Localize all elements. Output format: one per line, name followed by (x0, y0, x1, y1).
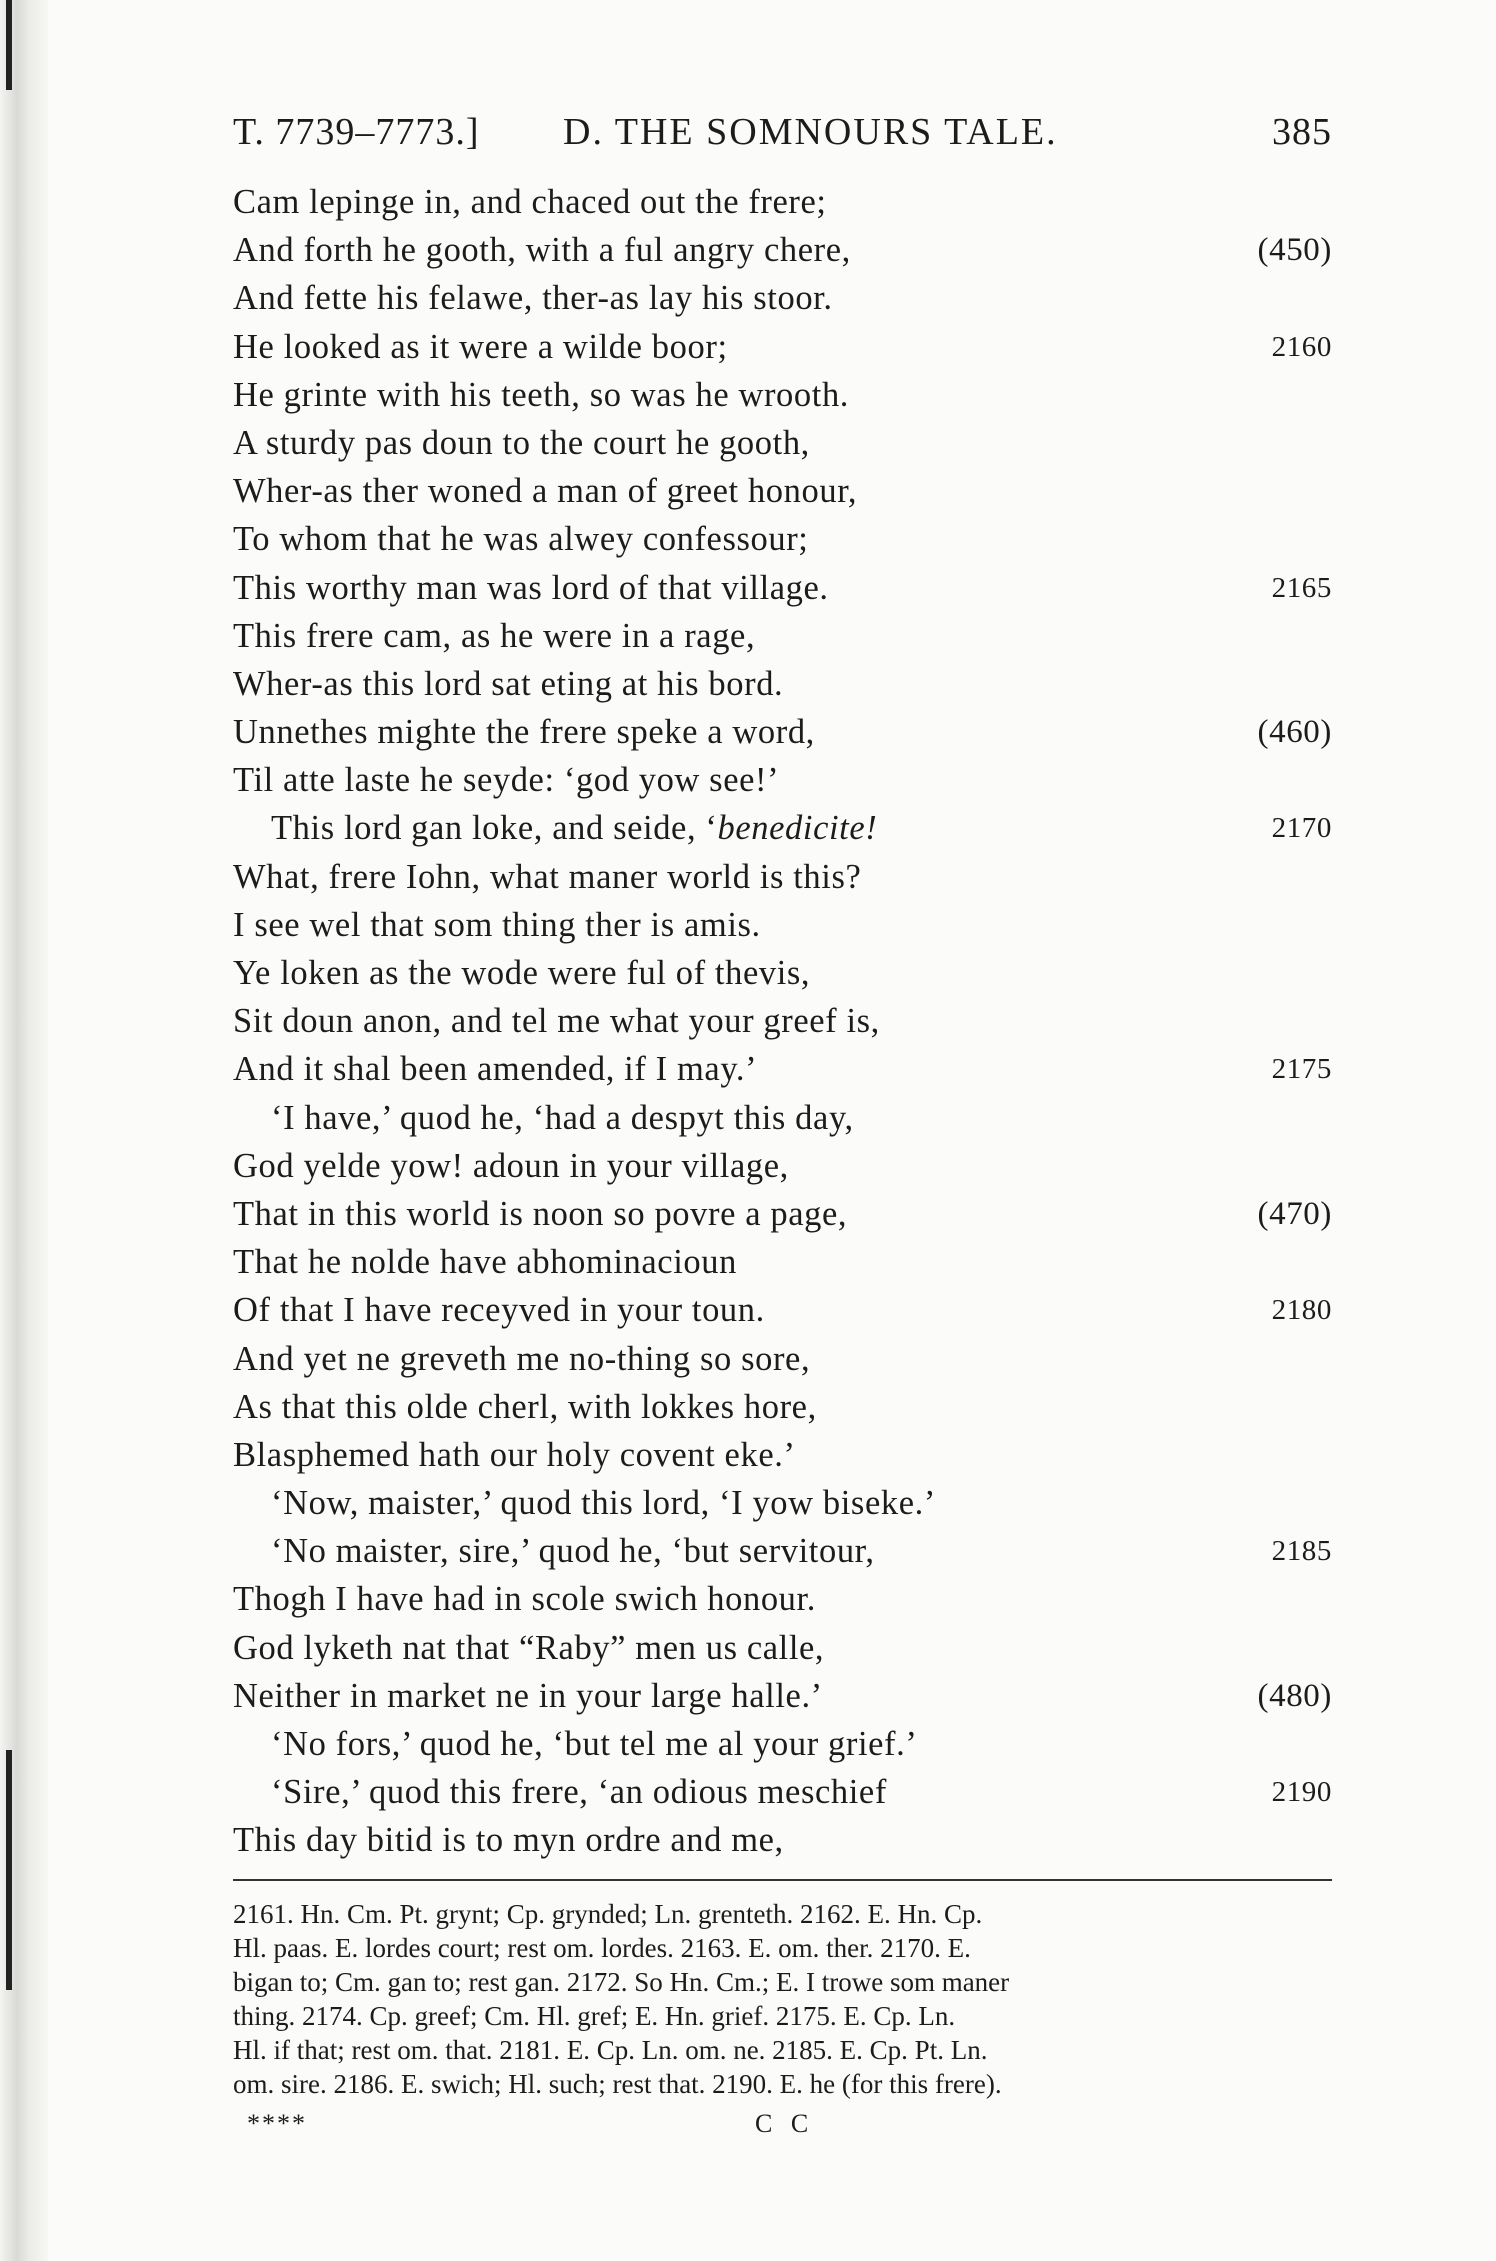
verse-line (233, 1335, 1332, 1383)
verse-line (233, 1190, 1332, 1238)
footnote-line: Hl. if that; rest om. that. 2181. E. Cp. Ln. om. ne. 2185. E. Cp. Pt. Ln. (233, 2034, 988, 2065)
line-number: 2175 (1271, 1053, 1332, 1086)
line-number: (470) (1257, 1195, 1332, 1232)
verse-line (233, 323, 1332, 371)
verse-text: Ye loken as the wode were ful of thevis, (233, 954, 811, 992)
verse-line (233, 660, 1332, 708)
verse-line (233, 371, 1332, 419)
italic-word: benedicite! (717, 809, 878, 848)
verse-line (233, 1286, 1332, 1334)
line-number: 2170 (1271, 812, 1332, 845)
verse-text: God lyketh nat that “Raby” men us calle, (233, 1628, 825, 1667)
line-number: (460) (1257, 714, 1332, 751)
footnote-line: om. sire. 2186. E. swich; Hl. such; rest that. 2190. E. he (for this frere). (233, 2068, 1002, 2099)
verse-line (233, 1575, 1332, 1623)
line-number: 2190 (1271, 1776, 1332, 1809)
binding-shadow (6, 1750, 12, 1990)
line-range: T. 7739–7773.] (233, 111, 480, 153)
footnote-line: 2161. Hn. Cm. Pt. grynt; Cp. grynded; Ln. grenteth. 2162. E. Hn. Cp. (233, 1898, 983, 1929)
verse-text: And yet ne greveth me no-thing so sore, (233, 1339, 811, 1378)
page-title: D. THE SOMNOURS TALE. (563, 111, 1058, 153)
verse-text: ‘Now, maister,’ quod this lord, ‘I yow biseke.’ (271, 1484, 936, 1523)
verse-line (233, 515, 1332, 563)
verse-line (233, 1672, 1332, 1720)
verse-text: He grinte with his teeth, so was he wrooth. (233, 375, 850, 414)
verse-text: Til atte laste he seyde: ‘god yow see!’ (233, 761, 780, 800)
printer-mark: **** (247, 2108, 307, 2138)
verse-text: Sit doun anon, and tel me what your greef is, (233, 1002, 880, 1041)
verse-text: What, frere Iohn, what maner world is this? (233, 857, 862, 896)
page-footer (233, 2109, 1332, 2149)
footnotes (233, 1897, 1332, 2101)
verse-line (233, 1527, 1332, 1575)
footnote-rule (233, 1879, 1332, 1881)
verse-text: Thogh I have had in scole swich honour. (233, 1580, 816, 1619)
line-number: 2160 (1271, 330, 1332, 363)
verse-line (233, 1479, 1332, 1527)
verse-line (233, 1383, 1332, 1431)
verse-text: This frere cam, as he were in a rage, (233, 616, 756, 655)
verse-line (233, 1768, 1332, 1816)
verse-text: And forth he gooth, with a ful angry chere, (233, 231, 851, 270)
book-page (233, 110, 1332, 2149)
verse-text: This day bitid is to myn ordre and me, (233, 1821, 784, 1860)
verse-text: That he nolde have abhominacioun (233, 1243, 737, 1282)
verse-line (233, 467, 1332, 515)
verse-text: I see wel that som thing ther is amis. (233, 905, 761, 944)
verse-text: ‘Sire,’ quod this frere, ‘an odious meschief (271, 1773, 887, 1812)
verse-text: Neither in market ne in your large halle.’ (233, 1676, 823, 1715)
verse-line (233, 997, 1332, 1045)
verse-text: As that this olde cherl, with lokkes hore, (233, 1387, 817, 1426)
verse-text: Cam lepinge in, and chaced out the frere; (233, 183, 827, 221)
verse-line (233, 178, 1332, 226)
verse-text: ‘No fors,’ quod he, ‘but tel me al your grief.’ (271, 1725, 918, 1763)
verse-text: Wher-as this lord sat eting at his bord. (233, 664, 784, 703)
footnote-line: Hl. paas. E. lordes court; rest om. lordes. 2163. E. om. ther. 2170. E. (233, 1932, 971, 1963)
verse-line (233, 1816, 1332, 1864)
verse-text: That in this world is noon so povre a page, (233, 1194, 848, 1233)
page-number: 385 (1272, 111, 1332, 153)
verse-line (233, 1094, 1332, 1142)
verse-line (233, 1142, 1332, 1190)
verse-text: A sturdy pas doun to the court he gooth, (233, 423, 810, 462)
verse-line (233, 853, 1332, 901)
verse-line (233, 756, 1332, 804)
line-number: 2165 (1271, 571, 1332, 604)
verse-text: God yelde yow! adoun in your village, (233, 1146, 789, 1185)
binding-gutter (0, 0, 48, 2261)
verse-text: Blasphemed hath our holy covent eke.’ (233, 1435, 796, 1474)
verse-text: And fette his felawe, ther-as lay his stoor. (233, 279, 833, 318)
verse-text: To whom that he was alwey confessour; (233, 520, 809, 559)
verse-text: Unnethes mighte the frere speke a word, (233, 713, 815, 752)
verse-text: ‘No maister, sire,’ quod he, ‘but servitour, (271, 1532, 875, 1571)
verse-text: Of that I have receyved in your toun. (233, 1291, 765, 1330)
verse-line (233, 901, 1332, 949)
line-number: 2185 (1271, 1535, 1332, 1568)
verse-line (233, 1238, 1332, 1286)
verse-line (233, 708, 1332, 756)
footnote-line: thing. 2174. Cp. greef; Cm. Hl. gref; E. Hn. grief. 2175. E. Cp. Ln. (233, 2000, 956, 2031)
footnote-line: bigan to; Cm. gan to; rest gan. 2172. So Hn. Cm.; E. I trowe som maner (233, 1966, 1010, 1997)
verse-block (233, 178, 1332, 1865)
verse-text: And it shal been amended, if I may.’ (233, 1050, 758, 1089)
verse-line (233, 1045, 1332, 1093)
verse-text: This lord gan loke, and seide, ‘benedicite! (271, 809, 878, 848)
signature-mark: C C (755, 2108, 815, 2138)
binding-shadow (6, 0, 12, 90)
verse-text: This worthy man was lord of that village. (233, 568, 829, 607)
verse-text: ‘I have,’ quod he, ‘had a despyt this day, (271, 1098, 854, 1137)
verse-line (233, 1431, 1332, 1479)
verse-line (233, 564, 1332, 612)
verse-line (233, 419, 1332, 467)
verse-line (233, 1720, 1332, 1768)
line-number: (450) (1257, 232, 1332, 269)
verse-text: Wher-as ther woned a man of greet honour, (233, 472, 858, 511)
line-number: (480) (1257, 1677, 1332, 1714)
verse-line (233, 226, 1332, 274)
verse-line (233, 274, 1332, 322)
verse-line (233, 1624, 1332, 1672)
running-head (233, 110, 1332, 160)
verse-line (233, 949, 1332, 997)
verse-line (233, 612, 1332, 660)
verse-text: He looked as it were a wilde boor; (233, 327, 728, 366)
line-number: 2180 (1271, 1294, 1332, 1327)
verse-line (233, 804, 1332, 852)
